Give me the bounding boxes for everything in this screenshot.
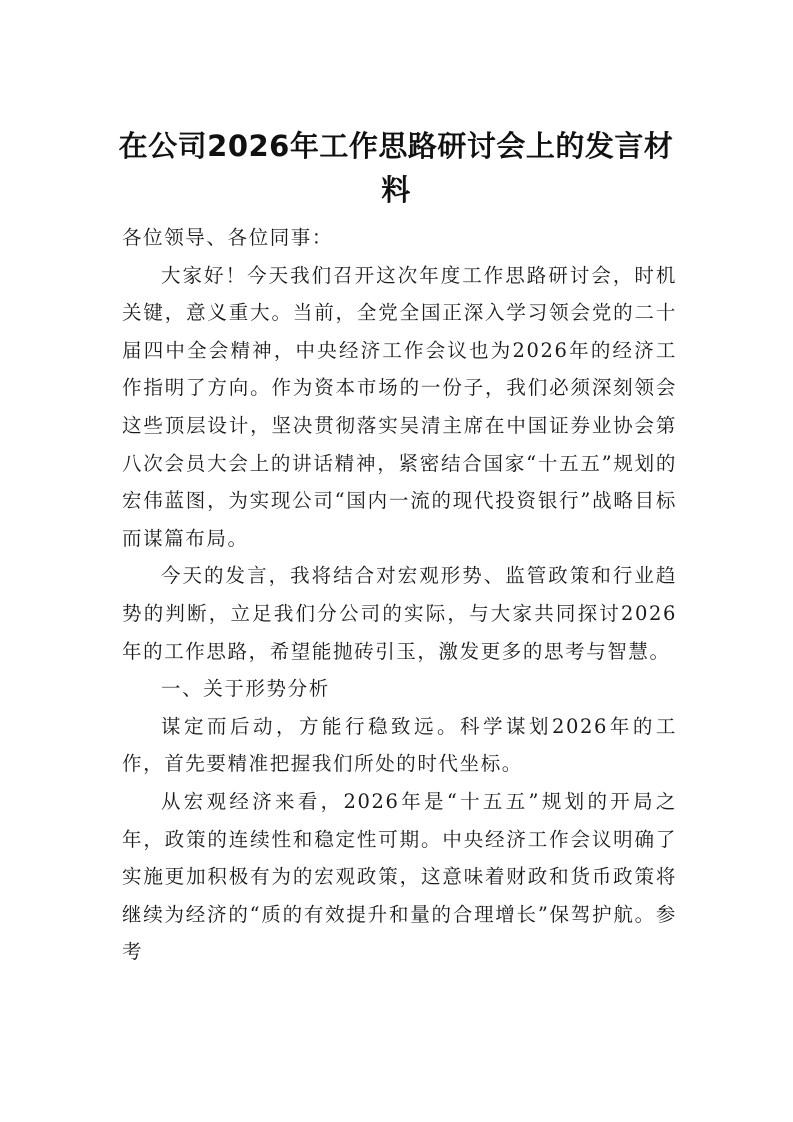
paragraph-planning: 谋定而后动，方能行稳致远。科学谋划2026年的工作，首先要精准把握我们所处的时代坐标。 (122, 714, 677, 776)
document-body (122, 219, 677, 971)
document-title: 在公司2026年工作思路研讨会上的发言材料 (118, 129, 674, 207)
section-heading-situation: 一、关于形势分析 (161, 677, 330, 701)
paragraph-intro: 今天的发言，我将结合对宏观形势、监管政策和行业趋势的判断，立足我们分公司的实际，与大家共同探讨2026年的工作思路，希望能抛砖引玉，激发更多的思考与智慧。 (122, 564, 677, 663)
paragraph-macro: 从宏观经济来看，2026年是“十五五”规划的开局之年，政策的连续性和稳定性可期。中央经济工作会议明确了实施更加积极有为的宏观政策，这意味着财政和货币政策将继续为经济的“质的有效提升和量的合理增长”保驾护航。参考 (122, 789, 677, 964)
salutation: 各位领导、各位同事： (122, 226, 334, 249)
paragraph-opening: 大家好！今天我们召开这次年度工作思路研讨会，时机关键，意义重大。当前，全党全国正深入学习领会党的二十届四中全会精神，中央经济工作会议也为2026年的经济工作指明了方向。作为资本市场的一份子，我们必须深刻领会这些顶层设计，坚决贯彻落实吴清主席在中国证券业协会第八次会员大会上的讲话精神，紧密结合国家“十五五”规划的宏伟蓝图，为实现公司“国内一流的现代投资银行”战略目标而谋篇布局。 (122, 263, 677, 550)
